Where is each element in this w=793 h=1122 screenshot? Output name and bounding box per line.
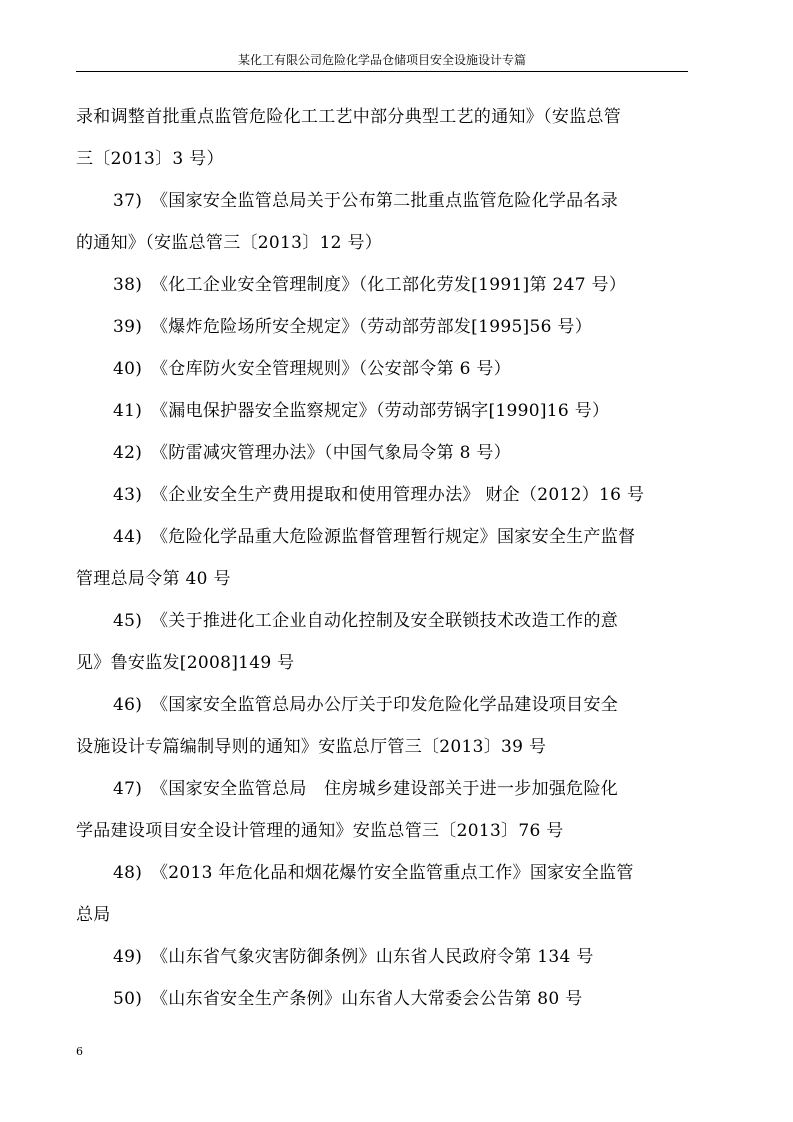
list-item xyxy=(76,180,681,264)
list-item xyxy=(76,264,681,306)
list-item xyxy=(76,684,681,768)
header-rule xyxy=(76,71,688,72)
line: 45) 《关于推进化工企业自动化控制及安全联锁技术改造工作的意 xyxy=(113,611,619,631)
line: 43) 《企业安全生产费用提取和使用管理办法》 财企（2012）16 号 xyxy=(113,485,645,505)
line: 49) 《山东省气象灾害防御条例》山东省人民政府令第 134 号 xyxy=(113,947,594,967)
line: 41) 《漏电保护器安全监察规定》（劳动部劳锅字[1990]16 号） xyxy=(113,401,610,421)
list-item xyxy=(76,96,681,180)
line: 46) 《国家安全监管总局办公厅关于印发危险化学品建设项目安全 xyxy=(113,695,619,715)
line: 40) 《仓库防火安全管理规则》（公安部令第 6 号） xyxy=(113,359,511,379)
reference-list xyxy=(76,96,681,1020)
line: 42) 《防雷减灾管理办法》（中国气象局令第 8 号） xyxy=(113,443,511,463)
list-item xyxy=(76,306,681,348)
list-item xyxy=(76,516,681,600)
list-item xyxy=(76,978,681,1020)
list-item xyxy=(76,852,681,936)
list-item xyxy=(76,432,681,474)
list-item xyxy=(76,936,681,978)
running-header: 某化工有限公司危险化学品仓储项目安全设施设计专篇 xyxy=(237,53,526,67)
line: 44) 《危险化学品重大危险源监督管理暂行规定》国家安全生产监督 xyxy=(113,527,636,547)
line: 48) 《2013 年危化品和烟花爆竹安全监管重点工作》国家安全监管 xyxy=(113,863,634,883)
line: 录和调整首批重点监管危险化工工艺中部分典型工艺的通知》（安监总管 xyxy=(76,107,622,127)
line: 37) 《国家安全监管总局关于公布第二批重点监管危险化学品名录 xyxy=(113,191,619,211)
page-number: 6 xyxy=(76,1045,83,1058)
line: 39) 《爆炸危险场所安全规定》（劳动部劳部发[1995]56 号） xyxy=(113,317,593,337)
list-item xyxy=(76,768,681,852)
line: 的通知》（安监总管三〔2013〕12 号） xyxy=(76,233,383,253)
line: 总局 xyxy=(76,905,111,925)
line: 学品建设项目安全设计管理的通知》安监总管三〔2013〕76 号 xyxy=(76,821,564,841)
list-item xyxy=(76,348,681,390)
line: 三〔2013〕3 号） xyxy=(76,149,224,169)
line: 管理总局令第 40 号 xyxy=(76,569,231,589)
line: 38) 《化工企业安全管理制度》（化工部化劳发[1991]第 247 号） xyxy=(113,275,627,295)
line: 50) 《山东省安全生产条例》山东省人大常委会公告第 80 号 xyxy=(113,989,583,1009)
line: 47) 《国家安全监管总局 住房城乡建设部关于进一步加强危险化 xyxy=(113,779,619,799)
list-item xyxy=(76,474,681,516)
list-item xyxy=(76,390,681,432)
line: 设施设计专篇编制导则的通知》安监总厅管三〔2013〕39 号 xyxy=(76,737,547,757)
line: 见》鲁安监发[2008]149 号 xyxy=(76,653,295,673)
list-item xyxy=(76,600,681,684)
